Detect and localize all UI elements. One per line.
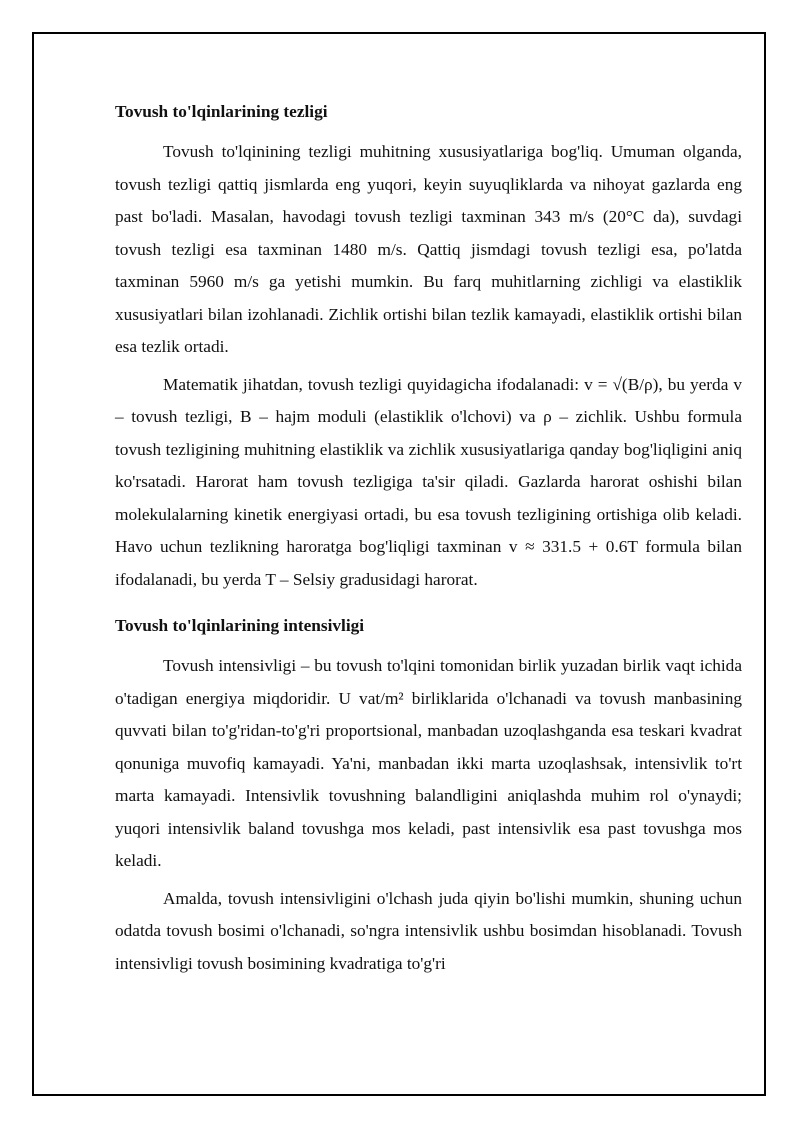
paragraph-intensity-1: Tovush intensivligi – bu tovush to'lqini tomonidan birlik yuzadan birlik vaqt ichida o'tadigan energiya miqdoridir. U vat/m² birliklarida o'lchanadi va tovush manbasining quvvati bilan to'g'ridan-to'g'ri proportsional, manbadan uzoqlashganda esa teskari kvadrat qonuniga muvofiq kamayadi. Ya'ni, manbadan ikki marta uzoqlashsak, intensivlik to'rt marta kamayadi. Intensivlik tovushning balandligini aniqlashda muhim rol o'ynaydi; yuqori intensivlik baland tovushga mos keladi, past intensivlik esa past tovushga mos keladi. [115,656,742,870]
section-heading-intensity: Tovush to'lqinlarining intensivligi [115,616,365,635]
document-body [115,96,742,980]
paragraph-intensity-2: Amalda, tovush intensivligini o'lchash juda qiyin bo'lishi mumkin, shuning uchun odatda tovush bosimi o'lchanadi, so'ngra intensivlik ushbu bosimdan hisoblanadi. Tovush intensivligi tovush bosimining kvadratiga to'g'ri [115,888,742,973]
paragraph-speed-2: Matematik jihatdan, tovush tezligi quyidagicha ifodalanadi: v = √(B/ρ), bu yerda v – tovush tezligi, B – hajm moduli (elastiklik o'lchovi) va ρ – zichlik. Ushbu formula tovush tezligining muhitning elastiklik va zichlik xususiyatlariga qanday bog'liqligini aniq ko'rsatadi. Harorat ham tovush tezligiga ta'sir qiladi. Gazlarda harorat oshishi bilan molekulalarning kinetik energiyasi ortadi, bu esa tovush tezligining ortishiga olib keladi. Havo uchun tezlikning haroratga bog'liqligi taxminan v ≈ 331.5 + 0.6T formula bilan ifodalanadi, bu yerda T – Selsiy gradusidagi harorat. [115,374,742,589]
section-heading-speed: Tovush to'lqinlarining tezligi [115,102,328,121]
paragraph-speed-1: Tovush to'lqinining tezligi muhitning xususiyatlariga bog'liq. Umuman olganda, tovush tezligi qattiq jismlarda eng yuqori, keyin suyuqliklarda va nihoyat gazlarda eng past bo'ladi. Masalan, havodagi tovush tezligi taxminan 343 m/s (20°C da), suvdagi tovush tezligi esa taxminan 1480 m/s. Qattiq jismdagi tovush tezligi esa, po'latda taxminan 5960 m/s ga yetishi mumkin. Bu farq muhitlarning zichligi va elastiklik xususiyatlari bilan izohlanadi. Zichlik ortishi bilan tezlik kamayadi, elastiklik ortishi bilan esa tezlik ortadi. [115,142,742,356]
